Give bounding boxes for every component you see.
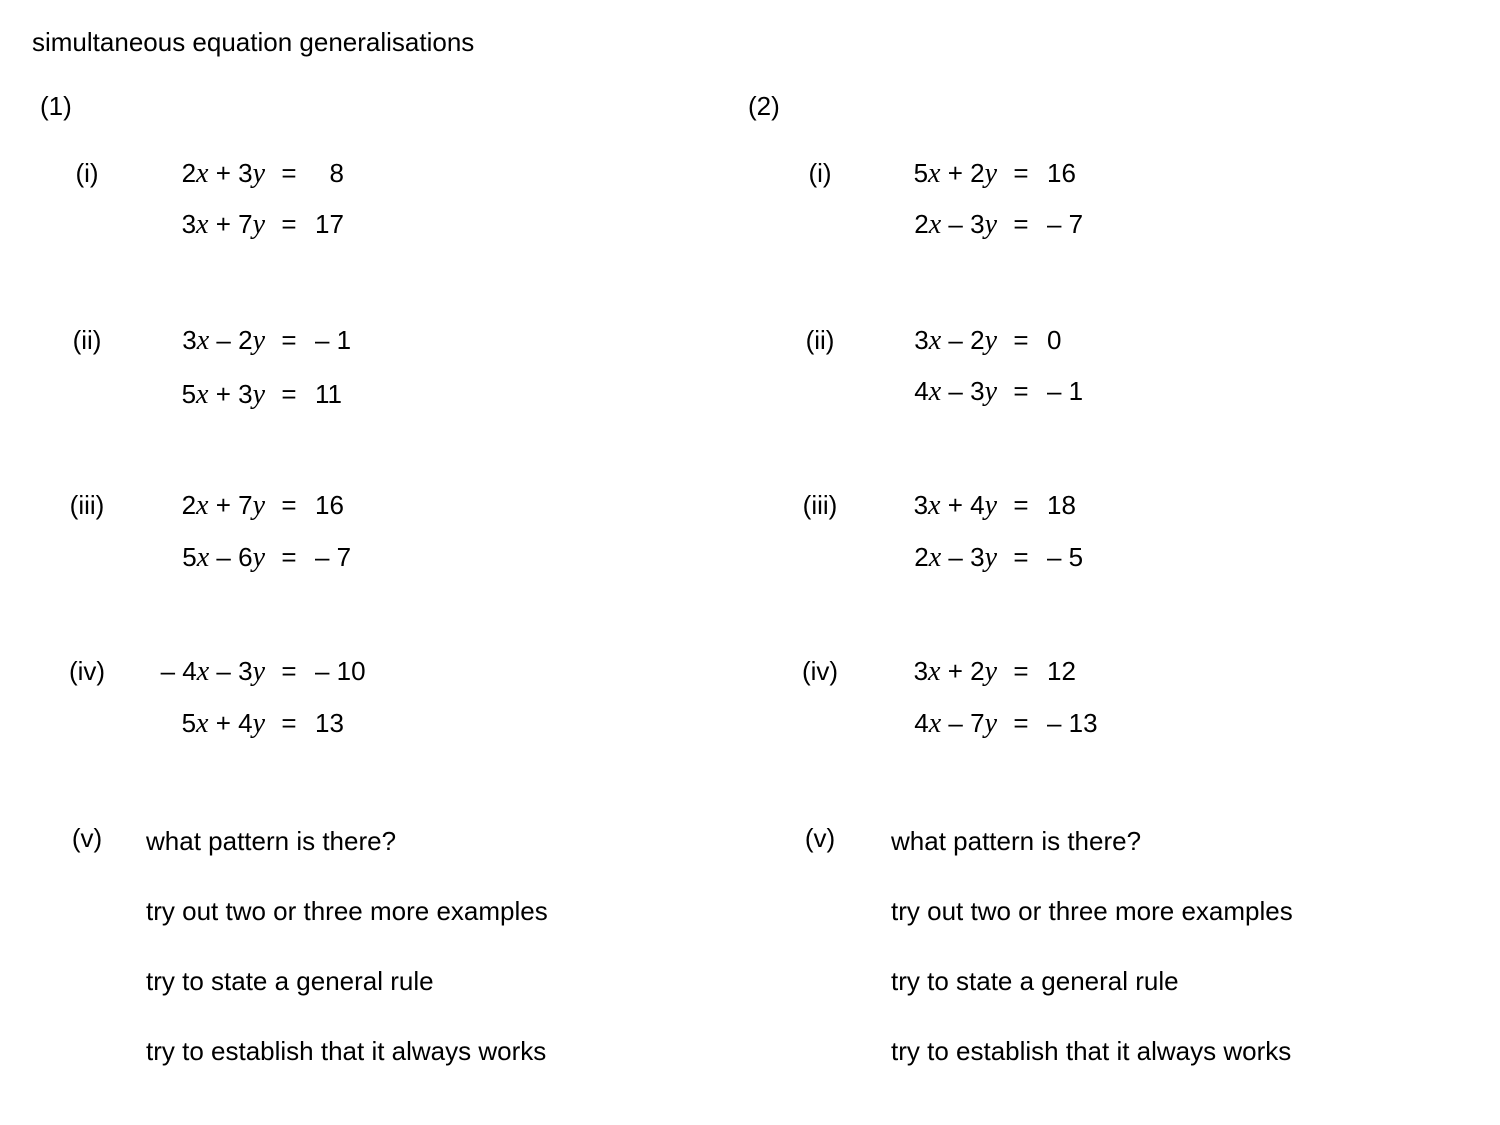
equation-lhs — [65, 325, 265, 356]
variable-x: x — [196, 325, 210, 356]
equals-sign: = — [1013, 376, 1029, 406]
equation-lhs — [65, 158, 265, 189]
equals-sign: = — [281, 490, 297, 520]
variable-y: y — [984, 158, 997, 189]
problem-label: (ii) — [805, 325, 835, 355]
coefficient: 2 — [181, 490, 197, 520]
equals-sign: = — [281, 325, 297, 355]
variable-x: x — [928, 325, 942, 356]
equation-rhs: 8 — [315, 158, 344, 188]
equals-sign: = — [281, 656, 297, 686]
coefficient: + 2 — [940, 656, 985, 686]
equation-lhs — [797, 209, 997, 240]
coefficient: 5 — [182, 542, 197, 572]
equation-lhs — [797, 656, 997, 687]
variable-y: y — [252, 708, 265, 739]
problem-label: (v) — [804, 823, 836, 853]
coefficient: – 3 — [209, 656, 253, 686]
variable-y: y — [984, 376, 997, 407]
problem-label: (i) — [75, 158, 99, 188]
coefficient: 2 — [914, 542, 929, 572]
equals-sign: = — [281, 379, 297, 409]
variable-x: x — [928, 656, 941, 687]
coefficient: 4 — [914, 376, 929, 406]
coefficient: + 7 — [208, 490, 253, 520]
equation-rhs: 17 — [315, 209, 344, 239]
variable-y: y — [252, 542, 265, 573]
equals-sign: = — [281, 708, 297, 738]
variable-y: y — [252, 379, 265, 410]
instruction-text: what pattern is there? — [891, 826, 1142, 856]
coefficient: – 3 — [941, 376, 985, 406]
equation-rhs: 18 — [1047, 490, 1076, 520]
coefficient: + 3 — [208, 158, 253, 188]
problem-label: (iii) — [802, 490, 838, 520]
coefficient: + 7 — [208, 209, 253, 239]
instruction-text: try to establish that it always works — [146, 1036, 547, 1066]
variable-y: y — [984, 542, 997, 573]
coefficient: + 3 — [208, 379, 253, 409]
equation-rhs: – 10 — [315, 656, 366, 686]
coefficient: – 6 — [209, 542, 253, 572]
problem-label: (v) — [71, 823, 103, 853]
variable-x: x — [196, 209, 209, 240]
problem-label: (ii) — [72, 325, 102, 355]
variable-x: x — [928, 708, 942, 739]
page-title: simultaneous equation generalisations — [32, 27, 475, 57]
equation-rhs: – 13 — [1047, 708, 1098, 738]
variable-y: y — [984, 209, 997, 240]
coefficient: – 4 — [160, 656, 197, 686]
problem-label: (i) — [808, 158, 832, 188]
variable-x: x — [928, 158, 941, 189]
equals-sign: = — [281, 209, 297, 239]
variable-y: y — [252, 656, 265, 687]
section-heading: (1) — [40, 91, 72, 121]
equation-rhs: 16 — [1047, 158, 1076, 188]
equals-sign: = — [281, 542, 297, 572]
equation-lhs — [65, 542, 265, 573]
coefficient: 3 — [914, 325, 929, 355]
equals-sign: = — [1013, 325, 1029, 355]
coefficient: 5 — [913, 158, 929, 188]
coefficient: + 4 — [208, 708, 253, 738]
coefficient: 5 — [181, 379, 197, 409]
variable-x: x — [928, 376, 942, 407]
equation-rhs: – 7 — [315, 542, 352, 572]
variable-x: x — [196, 708, 209, 739]
equation-lhs — [65, 708, 265, 739]
equation-rhs: 12 — [1047, 656, 1076, 686]
problem-label: (iv) — [801, 656, 839, 686]
variable-x: x — [196, 490, 209, 521]
equation-rhs: – 7 — [1047, 209, 1084, 239]
equation-lhs — [65, 656, 265, 687]
equation-lhs — [65, 209, 265, 240]
variable-x: x — [928, 209, 942, 240]
equation-lhs — [797, 325, 997, 356]
equation-rhs: 11 — [315, 379, 342, 409]
instruction-text: try out two or three more examples — [146, 896, 548, 926]
coefficient: + 2 — [940, 158, 985, 188]
equals-sign: = — [1013, 542, 1029, 572]
equation-rhs: 16 — [315, 490, 344, 520]
variable-y: y — [252, 158, 265, 189]
equation-lhs — [797, 490, 997, 521]
coefficient: + 4 — [940, 490, 985, 520]
coefficient: 3 — [182, 325, 197, 355]
variable-y: y — [984, 708, 997, 739]
coefficient: – 7 — [941, 708, 985, 738]
coefficient: 3 — [913, 490, 929, 520]
coefficient: – 3 — [941, 542, 985, 572]
variable-y: y — [984, 490, 997, 521]
instruction-text: what pattern is there? — [146, 826, 397, 856]
variable-x: x — [196, 542, 210, 573]
equation-lhs — [797, 376, 997, 407]
instruction-text: try out two or three more examples — [891, 896, 1293, 926]
equals-sign: = — [281, 158, 297, 188]
coefficient: – 2 — [941, 325, 985, 355]
instruction-text: try to state a general rule — [146, 966, 434, 996]
equation-lhs — [797, 158, 997, 189]
equals-sign: = — [1013, 158, 1029, 188]
variable-x: x — [928, 490, 941, 521]
section-heading: (2) — [748, 91, 780, 121]
variable-x: x — [196, 379, 209, 410]
equals-sign: = — [1013, 656, 1029, 686]
equals-sign: = — [1013, 708, 1029, 738]
coefficient: 2 — [914, 209, 929, 239]
coefficient: 3 — [181, 209, 197, 239]
equals-sign: = — [1013, 490, 1029, 520]
equation-rhs: – 1 — [1047, 376, 1084, 406]
equation-lhs — [797, 542, 997, 573]
coefficient: 2 — [181, 158, 197, 188]
coefficient: 5 — [181, 708, 197, 738]
equation-lhs — [65, 490, 265, 521]
instruction-text: try to state a general rule — [891, 966, 1179, 996]
coefficient: – 2 — [209, 325, 253, 355]
equals-sign: = — [1013, 209, 1029, 239]
variable-y: y — [984, 656, 997, 687]
variable-x: x — [196, 158, 209, 189]
problem-label: (iii) — [69, 490, 105, 520]
variable-y: y — [252, 490, 265, 521]
coefficient: – 3 — [941, 209, 985, 239]
coefficient: 4 — [914, 708, 929, 738]
variable-x: x — [196, 656, 210, 687]
equation-rhs: – 1 — [315, 325, 352, 355]
variable-x: x — [928, 542, 942, 573]
variable-y: y — [984, 325, 997, 356]
variable-y: y — [252, 325, 265, 356]
equation-rhs: 13 — [315, 708, 344, 738]
equation-lhs — [797, 708, 997, 739]
equation-rhs: 0 — [1047, 325, 1062, 355]
instruction-text: try to establish that it always works — [891, 1036, 1292, 1066]
problem-label: (iv) — [68, 656, 106, 686]
equation-rhs: – 5 — [1047, 542, 1084, 572]
equation-lhs — [65, 379, 265, 410]
variable-y: y — [252, 209, 265, 240]
coefficient: 3 — [913, 656, 929, 686]
